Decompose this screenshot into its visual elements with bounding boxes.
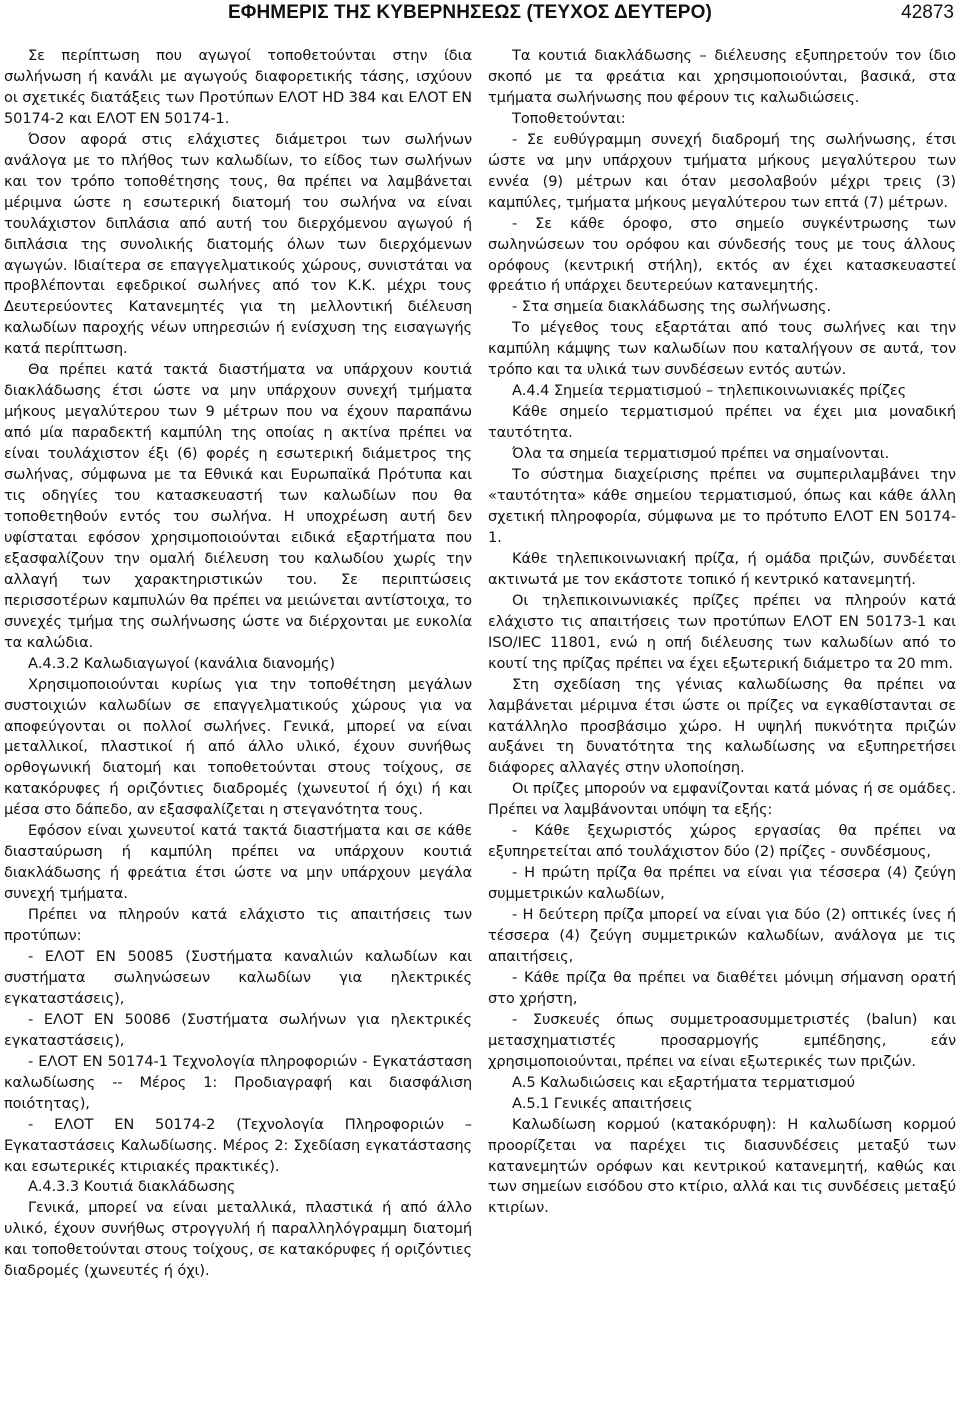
paragraph: Όσον αφορά στις ελάχιστες διάμετροι των σωλήνων ανάλογα με το πλήθος των καλωδίων, το είδος των σωλήνων και τον τρόπο τοποθέτησης τους, θα πρέπει να λαμβάνεται μέριμνα ώστε η εσωτερική διατομή του σωλήνα να είναι τουλάχιστον διπλάσια από αυτή του διερχόμενου αγωγού ή διπλάσια της συνολικής διατομής όλων των διερχόμενων αγωγών. Ιδιαίτερα σε επαγγελματικούς χώρους, συνιστάται να προβλέπονται εφεδρικοί σωλήνες από τον Κ.Κ. μέχρι τους Δευτερεύοντες Κατανεμητές για τη μελλοντική διέλευση καλωδίων παροχής νέων υπηρεσιών ή ενίσχυση της εισαγωγής κατά περίπτωση.: [4, 130, 472, 358]
paragraph: Τα κουτιά διακλάδωσης – διέλευσης εξυπηρετούν τον ίδιο σκοπό με τα φρεάτια και χρησιμοποιούνται, βασικά, στα τμήματα σωλήνωσης που φέρουν τις καλωδιώσεις.: [488, 47, 956, 106]
left-column: [4, 46, 472, 1282]
section-heading: Α.4.3.3 Κουτιά διακλάδωσης: [28, 1178, 236, 1196]
paragraph: Εφόσον είναι χωνευτοί κατά τακτά διαστήματα και σε κάθε διασταύρωση ή καμπύλη πρέπει να υπάρχουν κουτιά διακλάδωσης ή φρεάτια έτσι ώστε να μην υπάρχουν μεγάλα συνεχή τμήματα.: [4, 822, 472, 903]
list-item: - Στα σημεία διακλάδωσης της σωλήνωσης.: [512, 298, 832, 316]
paragraph: Θα πρέπει κατά τακτά διαστήματα να υπάρχουν κουτιά διακλάδωσης έτσι ώστε να μην υπάρχουν συνεχή τμήματα μήκους μεγαλύτερου των 9 μέτρων που να έχουν παραπάνω από μία παραδεκτή καμπύλη της οποίας η ακτίνα πρέπει να είναι τουλάχιστον έξι (6) φορές η εσωτερική διάμετρος της σωλήνας, σύμφωνα με τα Εθνικά και Ευρωπαϊκά Πρότυπα και τις οδηγίες του κατασκευαστή των καλωδίων που θα τοποθετηθούν εντός του σωλήνα. Η υποχρέωση αυτή δεν υφίσταται εφόσον χρησιμοποιούνται ειδικά εξαρτήματα που εξασφαλίζουν την ομαλή διέλευση του καλωδίου χωρίς την αλλαγή των χαρακτηριστικών του. Σε περιπτώσεις περισσοτέρων καμπυλών θα πρέπει να μειώνεται αντίστοιχα, το συνεχές τμήμα της σωλήνωσης ώστε να διέρχονται με ευκολία τα καλώδια.: [4, 361, 472, 651]
page-header: [0, 0, 960, 30]
section-heading: Α.4.3.2 Καλωδιαγωγοί (κανάλια διανομής): [28, 654, 335, 672]
paragraph: Οι τηλεπικοινωνιακές πρίζες πρέπει να πληρούν κατά ελάχιστο τις απαιτήσεις των προτύπων ΕΛΟΤ ΕΝ 50173-1 και ISO/IEC 11801, ενώ η οπή διέλευσης των καλωδίων από το κουτί της πρίζας πρέπει να έχει εξωτερική διάμετρο τα 20 mm.: [488, 591, 956, 672]
right-column: [488, 46, 956, 1219]
paragraph: Γενικά, μπορεί να είναι μεταλλικά, πλαστικά ή από άλλο υλικό, έχουν συνήθως στρογγυλή ή παραλληλόγραμμη διατομή και τοποθετούνται στους τοίχους, σε κατακόρυφες ή οριζόντιες διαδρομές (χωνευτές ή όχι).: [4, 1199, 472, 1280]
list-item: - Η δεύτερη πρίζα μπορεί να είναι για δύο (2) οπτικές ίνες ή τέσσερα (4) ζεύγη συμμετρικών καλωδίων, ανάλογα με τις απαιτήσεις,: [488, 906, 956, 965]
paragraph: Οι πρίζες μπορούν να εμφανίζονται κατά μόνας ή σε ομάδες. Πρέπει να λαμβάνονται υπόψη τα εξής:: [488, 780, 956, 819]
paragraph: Καλωδίωση κορμού (κατακόρυφη): Η καλωδίωση κορμού προορίζεται να παρέχει τις διασυνδέσεις μεταξύ των κατανεμητών ορόφων και κεντρικού κατανεμητή, καθώς και των σημείων εισόδου στο κτίριο, αλλά και τις συνδέσεις μεταξύ κτιρίων.: [488, 1115, 956, 1217]
page-number: 42873: [901, 2, 954, 23]
section-heading: Α.4.4 Σημεία τερματισμού – τηλεπικοινωνιακές πρίζες: [512, 382, 907, 400]
paragraph: Τοποθετούνται:: [512, 109, 626, 127]
list-item: - Η πρώτη πρίζα θα πρέπει να είναι για τέσσερα (4) ζεύγη συμμετρικών καλωδίων,: [488, 864, 956, 903]
list-item: - ΕΛΟΤ ΕΝ 50174-1 Τεχνολογία πληροφοριών - Εγκατάσταση καλωδίωσης -- Μέρος 1: Προδιαγραφή και διασφάλιση ποιότητας),: [4, 1052, 472, 1112]
gazette-title: ΕΦΗΜΕΡΙΣ ΤΗΣ ΚΥΒΕΡΝΗΣΕΩΣ (ΤΕΥΧΟΣ ΔΕΥΤΕΡΟ): [228, 2, 712, 23]
paragraph: Πρέπει να πληρούν κατά ελάχιστο τις απαιτήσεις των προτύπων:: [4, 906, 472, 945]
list-item: - Κάθε πρίζα θα πρέπει να διαθέτει μόνιμη σήμανση ορατή στο χρήστη,: [488, 968, 956, 1007]
list-item: - Κάθε ξεχωριστός χώρος εργασίας θα πρέπει να εξυπηρετείται από τουλάχιστον δύο (2) πρίζες - συνδέσμους,: [488, 822, 956, 861]
section-heading: Α.5 Καλωδιώσεις και εξαρτήματα τερματισμού: [512, 1073, 855, 1091]
list-item: - ΕΛΟΤ ΕΝ 50085 (Συστήματα καναλιών καλωδίων και συστήματα σωληνώσεων καλωδίων για ηλεκτρικές εγκαταστάσεις),: [4, 947, 472, 1007]
paragraph: Σε περίπτωση που αγωγοί τοποθετούνται στην ίδια σωλήνωση ή κανάλι με αγωγούς διαφορετικής τάσης, ισχύουν οι σχετικές διατάξεις των Προτύπων ΕΛΟΤ HD 384 και ΕΛΟΤ EN 50174-2 και ΕΛΟΤ EN 50174-1.: [4, 47, 472, 127]
list-item: - ΕΛΟΤ ΕΝ 50174-2 (Τεχνολογία Πληροφοριών – Εγκαταστάσεις Καλωδίωσης. Μέρος 2: Σχεδίαση εγκατάστασης και εσωτερικές κτιριακές πρακτικές).: [4, 1115, 472, 1175]
paragraph: Στη σχεδίαση της γένιας καλωδίωσης θα πρέπει να λαμβάνεται μέριμνα έτσι ώστε οι πρίζες να εγκαθίστανται σε κατάλληλο προσβάσιμο χώρο. Η υψηλή πυκνότητα πριζών αυξάνει τη δυνατότητα της καλωδίωσης να εξυπηρετήσει διάφορες αλλαγές στην υλοποίηση.: [488, 675, 956, 777]
list-item: - ΕΛΟΤ ΕΝ 50086 (Συστήματα σωλήνων για ηλεκτρικές εγκαταστάσεις),: [4, 1010, 472, 1049]
paragraph: Το μέγεθος τους εξαρτάται από τους σωλήνες και την καμπύλη κάμψης των καλωδίων που καταλήγουν σε αυτά, τον τρόπο και τα υλικά των συνδέσεων εντός αυτών.: [488, 319, 956, 379]
paragraph: Όλα τα σημεία τερματισμού πρέπει να σημαίνονται.: [512, 445, 890, 463]
list-item: - Σε ευθύγραμμη συνεχή διαδρομή της σωλήνωσης, έτσι ώστε να μην υπάρχουν τμήματα μήκους μεγαλύτερου των εννέα (9) μέτρων και όταν μεσολαβούν μέχρι τρεις (3) καμπύλες, τμήματα μήκους μεγαλύτερου των επτά (7) μέτρων.: [488, 130, 956, 211]
paragraph: Κάθε σημείο τερματισμού πρέπει να έχει μια μοναδική ταυτότητα.: [488, 403, 956, 442]
paragraph: Χρησιμοποιούνται κυρίως για την τοποθέτηση μεγάλων συστοιχιών καλωδίων σε επαγγελματικούς χώρους για να αποφεύγονται οι πολλοί σωλήνες. Γενικά, μπορεί να είναι μεταλλικοί, πλαστικοί ή από άλλο υλικό, έχουν συνήθως ορθογωνική διατομή και τοποθετούνται στους τοίχους, σε κατακόρυφες ή οριζόντιες διαδρομές (χωνευτοί ή όχι) ή και μέσα στο δάπεδο, αν εξασφαλίζεται η στεγανότητα τους.: [4, 675, 472, 819]
paragraph: Κάθε τηλεπικοινωνιακή πρίζα, ή ομάδα πριζών, συνδέεται ακτινωτά με τον εκάστοτε τοπικό ή κεντρικό κατανεμητή.: [488, 549, 956, 588]
list-item: - Συσκευές όπως συμμετροασυμμετριστές (balun) και μετασχηματιστές προσαρμογής εμπέδησης, εάν χρησιμοποιούνται, πρέπει να είναι εξωτερικές των πριζών.: [488, 1010, 956, 1070]
section-heading: Α.5.1 Γενικές απαιτήσεις: [512, 1094, 693, 1112]
list-item: - Σε κάθε όροφο, στο σημείο συγκέντρωσης των σωληνώσεων του ορόφου και σύνδεσής τους με τους άλλους ορόφους (κεντρική στήλη), εκτός αν έχει κατασκευαστεί φρεάτιο ή υπάρχει δευτερεύων κατανεμητής.: [488, 214, 956, 295]
paragraph: Το σύστημα διαχείρισης πρέπει να συμπεριλαμβάνει την «ταυτότητα» κάθε σημείου τερματισμού, όπως και κάθε άλλη σχετική πληροφορία, σύμφωνα με το πρότυπο ΕΛΟΤ ΕΝ 50174-1.: [488, 466, 956, 546]
